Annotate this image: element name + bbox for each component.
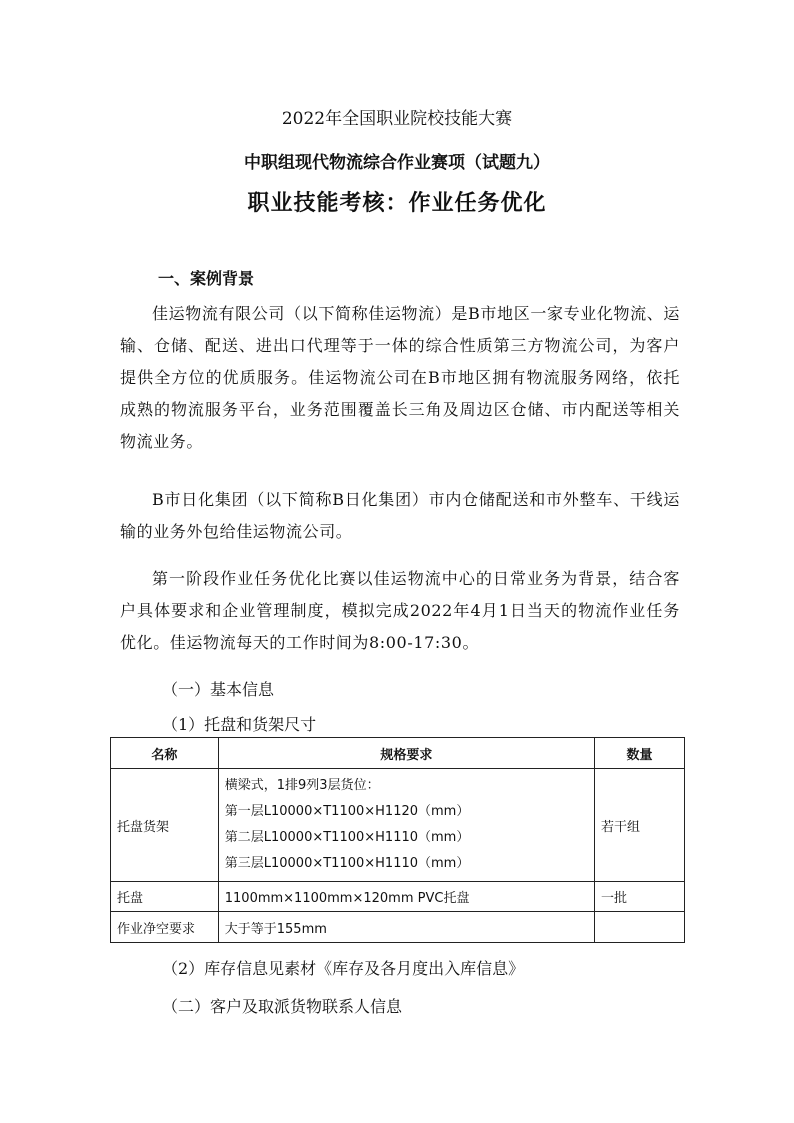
cell-qty: 一批 bbox=[594, 882, 684, 912]
paragraph-task-scope: 第一阶段作业任务优化比赛以佳运物流中心的日常业务为背景，结合客户具体要求和企业管理制度，模拟完成2022年4月1日当天的物流作业任务优化。佳运物流每天的工作时间为8:00-17:30。 bbox=[120, 569, 680, 652]
inventory-note: （2）库存信息见素材《库存及各月度出入库信息》 bbox=[162, 959, 525, 978]
column-header-qty: 数量 bbox=[594, 738, 684, 769]
subsection-customer-contacts: （二）客户及取派货物联系人信息 bbox=[162, 997, 403, 1016]
spec-line: 第一层L10000×T1100×H1120（mm） bbox=[224, 804, 470, 819]
event-subtitle: 中职组现代物流综合作业赛项（试题九） bbox=[244, 153, 550, 173]
table-header-row bbox=[111, 738, 685, 769]
exam-title: 职业技能考核：作业任务优化 bbox=[247, 190, 547, 216]
cell-spec bbox=[218, 769, 594, 882]
column-header-name: 名称 bbox=[111, 738, 219, 769]
cell-name: 托盘 bbox=[111, 882, 219, 912]
cell-name: 托盘货架 bbox=[111, 769, 219, 882]
table-row bbox=[111, 769, 685, 882]
subsection-basic-info: （一）基本信息 bbox=[162, 680, 275, 699]
cell-name: 作业净空要求 bbox=[111, 912, 219, 943]
pallet-rack-spec-table bbox=[110, 737, 685, 943]
paragraph-outsourcing: B市日化集团（以下简称B日化集团）市内仓储配送和市外整车、干线运输的业务外包给佳运物流公司。 bbox=[120, 490, 680, 541]
section-heading-case-background: 一、案例背景 bbox=[158, 269, 255, 288]
column-header-spec: 规格要求 bbox=[218, 738, 594, 769]
spec-line: 第二层L10000×T1100×H1110（mm） bbox=[224, 830, 470, 845]
cell-qty: 若干组 bbox=[594, 769, 684, 882]
competition-title: 2022年全国职业院校技能大赛 bbox=[281, 109, 513, 129]
spec-line: 第三层L10000×T1100×H1110（mm） bbox=[224, 856, 470, 871]
cell-spec: 大于等于155mm bbox=[218, 912, 594, 943]
cell-qty bbox=[594, 912, 684, 943]
table-caption: （1）托盘和货架尺寸 bbox=[162, 715, 317, 734]
paragraph-company-intro: 佳运物流有限公司（以下简称佳运物流）是B市地区一家专业化物流、运输、仓储、配送、进出口代理等于一体的综合性质第三方物流公司，为客户提供全方位的优质服务。佳运物流公司在B市地区拥有物流服务网络，依托成熟的物流服务平台，业务范围覆盖长三角及周边区仓储、市内配送等相关物流业务。 bbox=[120, 304, 680, 451]
table-row bbox=[111, 882, 685, 912]
cell-spec: 1100mm×1100mm×120mm PVC托盘 bbox=[218, 882, 594, 912]
spec-line: 横梁式，1排9列3层货位： bbox=[224, 778, 380, 793]
table-row bbox=[111, 912, 685, 943]
